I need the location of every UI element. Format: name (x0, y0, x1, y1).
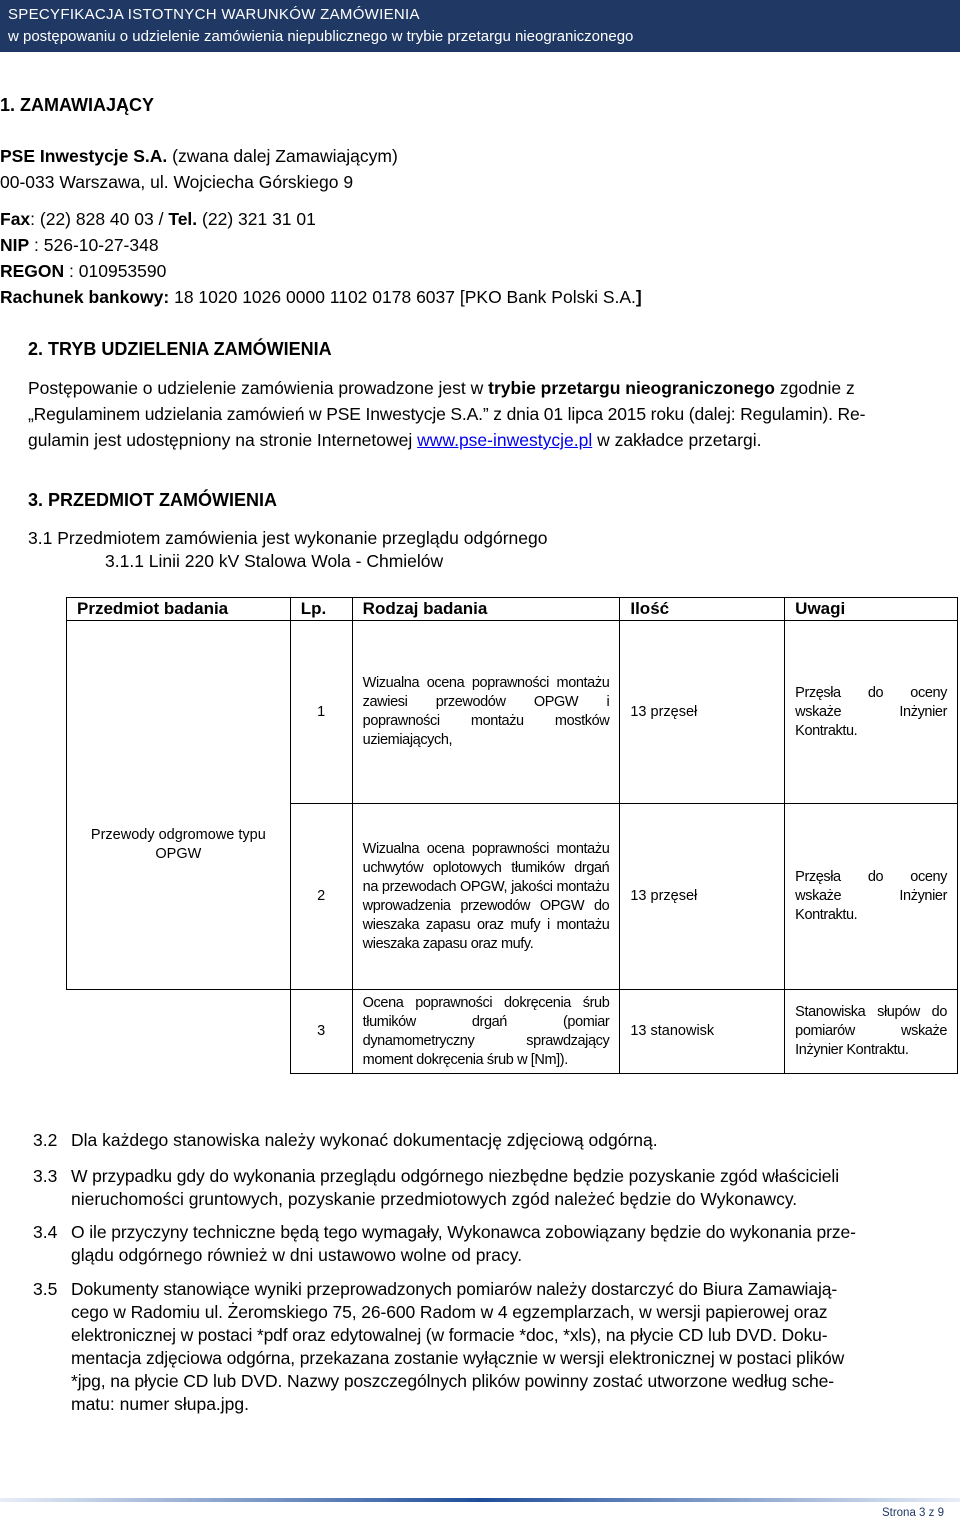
table-row (67, 621, 958, 804)
mode-text-bold: trybie przetargu nieograniczonego (488, 378, 775, 398)
subject-cell-top (67, 621, 291, 804)
point-3-2-text: Dla każdego stanowiska należy wykonać dokumentację zdjęciową odgórną. (71, 1130, 658, 1150)
document-header (0, 0, 960, 52)
subject-cell-empty (67, 990, 291, 1074)
regon-line (0, 261, 166, 282)
total-pages: 9 (937, 1507, 944, 1519)
point-3-2-number: 3.2 (33, 1130, 58, 1150)
nip-value: : 526-10-27-348 (29, 235, 159, 255)
col-qty: Ilość (620, 598, 785, 621)
fax-value: : (22) 828 40 03 / (30, 209, 169, 229)
point-3-3-line2: nieruchomości gruntowych, pozyskanie przedmiotowych zgód należeć będzie do Wykonawcy. (71, 1189, 798, 1209)
nip-line (0, 235, 159, 256)
page-label: Strona (881, 1507, 920, 1519)
mode-text-d: gulamin jest udostępniony na stronie Internetowej (28, 430, 418, 450)
tel-label: Tel. (168, 209, 198, 229)
subsection-3-1-1: 3.1.1 Linii 220 kV Stalowa Wola - Chmielów (105, 551, 444, 571)
row-qty: 13 przęseł (620, 621, 785, 804)
row-qty: 13 przęseł (620, 804, 785, 990)
bank-label: Rachunek bankowy: (0, 287, 170, 307)
row-notes: Przęsła do oceny wskaże Inżynier Kontraktu. (785, 621, 958, 804)
regon-label: REGON (0, 261, 65, 281)
point-3-5-line6: matu: numer słupa.jpg. (71, 1394, 250, 1414)
company-line (0, 146, 398, 167)
header-title: SPECYFIKACJA ISTOTNYCH WARUNKÓW ZAMÓWIENIA (8, 6, 420, 23)
row-notes: Stanowiska słupów do pomiarów wskaże Inżynier Kontraktu. (785, 990, 958, 1074)
row-lp: 1 (290, 621, 352, 804)
company-address: 00-033 Warszawa, ul. Wojciecha Górskiego 9 (0, 172, 354, 192)
col-notes: Uwagi (785, 598, 958, 621)
table-row (67, 804, 958, 990)
row-type: Wizualna ocena poprawności montażu uchwytów oplotowych tłumików drgań na przewodach OPGW, jakości montażu wprowadzenia przewodów OPGW do wieszaka zapasu oraz mufy i montażu wieszaka zapasu oraz mufy. (352, 804, 620, 990)
row-lp: 3 (290, 990, 352, 1074)
point-3-5-number: 3.5 (33, 1279, 58, 1299)
regon-value: : 010953590 (64, 261, 167, 281)
page-separator: z (925, 1507, 938, 1519)
current-page: 3 (919, 1507, 926, 1519)
row-type: Wizualna ocena poprawności montażu zawiesi przewodów OPGW i poprawności montażu mostków uziemiających, (352, 621, 620, 804)
row-qty: 13 stanowisk (620, 990, 785, 1074)
row-lp: 2 (290, 804, 352, 990)
website-link[interactable]: www.pse-inwestycje.pl (417, 430, 593, 450)
bank-bracket: ] (635, 287, 642, 307)
point-3-5-line3: elektronicznej w postaci *pdf oraz edytowalnej (w formacie *doc, *xls), na płycie CD lub DVD. Doku- (71, 1325, 828, 1345)
table-row (67, 990, 958, 1074)
section-1-heading: 1. ZAMAWIAJĄCY (0, 95, 155, 115)
point-3-5-line5: *jpg, na płycie CD lub DVD. Nazwy poszczególnych plików powinny zostać utworzone według sche- (71, 1371, 835, 1391)
row-type: Ocena poprawności dokręcenia śrub tłumików drgań (pomiar dynamometryczny sprawdzający moment dokręcenia śrub w [Nm]). (352, 990, 620, 1074)
bank-value: 18 1020 1026 0000 1102 0178 6037 [PKO Bank Polski S.A. (169, 287, 636, 307)
mode-paragraph-line3 (28, 430, 761, 451)
fax-label: Fax (0, 209, 31, 229)
inspection-table (66, 597, 958, 1074)
header-subtitle: w postępowaniu o udzielenie zamówienia niepublicznego w trybie przetargu nieograniczonego (8, 28, 634, 45)
col-lp: Lp. (290, 598, 352, 621)
point-3-5-line4: mentacja zdjęciowa odgórna, przekazana zostanie wyłącznie w wersji elektronicznej w postaci plików (71, 1348, 845, 1368)
point-3-3-line1: W przypadku gdy do wykonania przeglądu odgórnego niezbędne będzie pozyskanie zgód właścicieli (71, 1166, 839, 1186)
fax-tel-line (0, 209, 316, 230)
bank-line (0, 287, 642, 308)
row-subject: Przewody odgromowe typu OPGW (67, 804, 291, 990)
section-2-heading: 2. TRYB UDZIELENIA ZAMÓWIENIA (28, 339, 332, 359)
point-3-4-line2: glądu odgórnego również w dni ustawowo wolne od pracy. (71, 1245, 523, 1265)
point-3-4-line1: O ile przyczyny techniczne będą tego wymagały, Wykonawca zobowiązany będzie do wykonania prze- (71, 1222, 856, 1242)
mode-text-c: zgodnie z (775, 378, 855, 398)
footer-divider (0, 1498, 960, 1502)
mode-text-e: w zakładce przetargi. (592, 430, 762, 450)
col-subject: Przedmiot badania (67, 598, 291, 621)
point-3-3-number: 3.3 (33, 1166, 58, 1186)
tel-value: (22) 321 31 01 (197, 209, 316, 229)
mode-text-a: Postępowanie o udzielenie zamówienia prowadzone jest w (28, 378, 489, 398)
table-header-row (67, 598, 958, 621)
company-name: PSE Inwestycje S.A. (0, 146, 168, 166)
mode-paragraph-line1 (28, 378, 855, 399)
point-3-5-line2: cego w Radomiu ul. Żeromskiego 75, 26-600 Radom w 4 egzemplarzach, w wersji papierowej oraz (71, 1302, 828, 1322)
subsection-3-1: 3.1 Przedmiotem zamówienia jest wykonanie przeglądu odgórnego (28, 528, 548, 548)
point-3-4-number: 3.4 (33, 1222, 58, 1242)
col-type: Rodzaj badania (352, 598, 620, 621)
nip-label: NIP (0, 235, 30, 255)
point-3-5-line1: Dokumenty stanowiące wyniki przeprowadzonych pomiarów należy dostarczyć do Biura Zamawiają- (71, 1279, 838, 1299)
section-3-heading: 3. PRZEDMIOT ZAMÓWIENIA (28, 490, 277, 510)
company-alias: (zwana dalej Zamawiającym) (167, 146, 398, 166)
mode-paragraph-line2: „Regulaminem udzielania zamówień w PSE Inwestycje S.A.” z dnia 01 lipca 2015 roku (dalej: Regulamin). Re- (28, 404, 866, 424)
page-number (882, 1507, 944, 1519)
row-notes: Przęsła do oceny wskaże Inżynier Kontraktu. (785, 804, 958, 990)
